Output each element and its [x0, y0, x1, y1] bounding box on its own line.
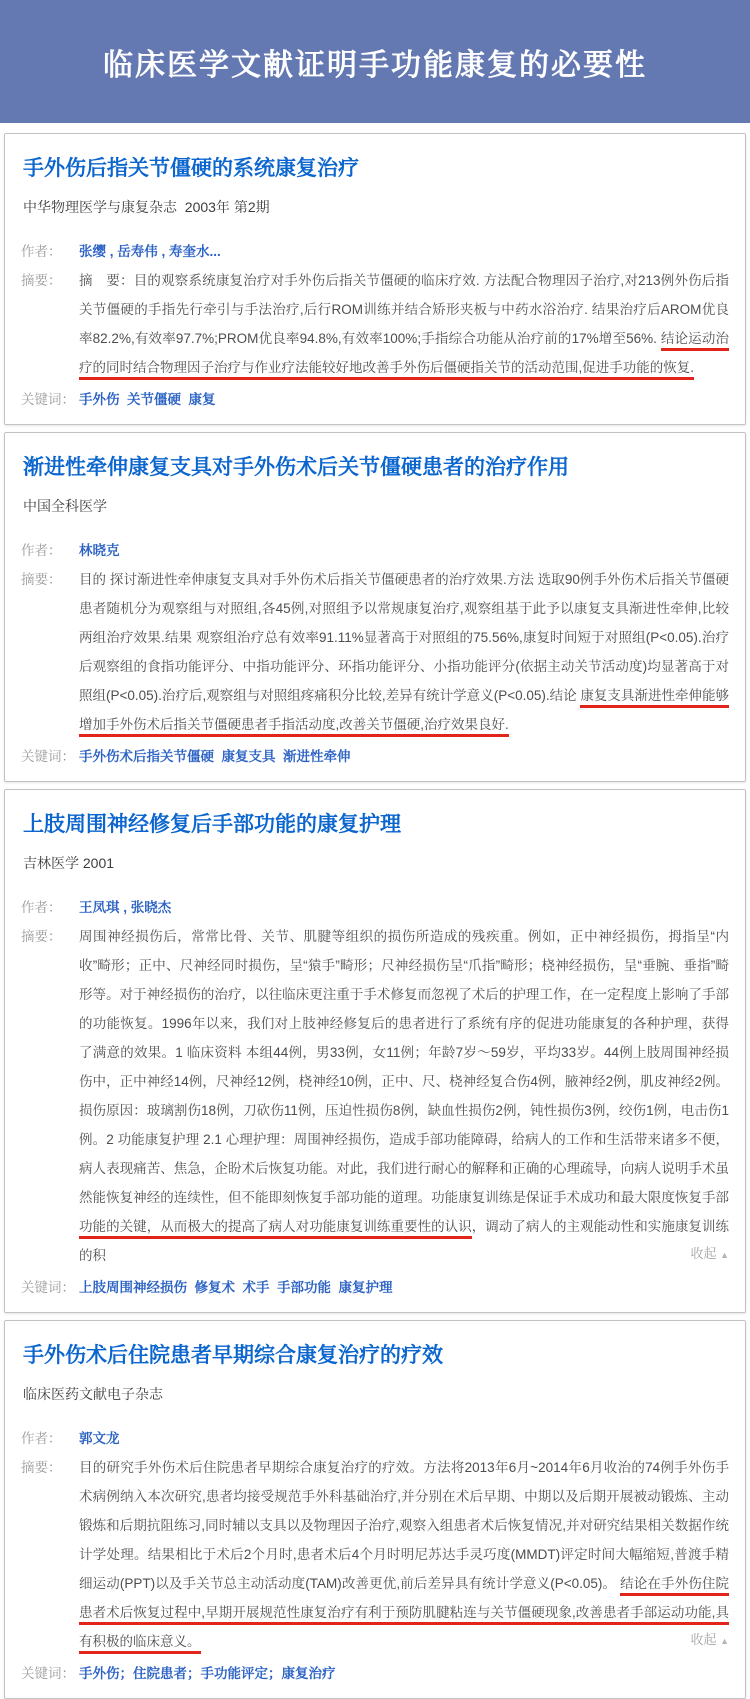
underlined-conclusion: 结论运动治疗的同时结合物理因子治疗与作业疗法能较好地改善手外伤后僵硬指关节的活动范围,促进手功能的恢复. [79, 331, 729, 380]
keywords-row [21, 742, 729, 771]
keyword-links[interactable]: 手外伤 关节僵硬 康复 [79, 392, 216, 407]
abstract-segment: 周围神经损伤后，常常比骨、关节、肌腱等组织的损伤所造成的残疾重。例如，正中神经损伤，拇指呈“内收”畸形；正中、尺神经同时损伤，呈“猿手”畸形；尺神经损伤呈“爪指”畸形；桡神经损伤，呈“垂腕、垂指”畸形等。对于神经损伤的治疗，以往临床更注重于手术修复而忽视了术后的护理工作，在一定程度上影响了手部的功能恢复。1996年以来，我们对上肢神经修复后的患者进行了系统有序的促进功能康复的各种护理，获得了满意的效果。1 临床资料 本组44例，男33例，女11例；年龄7岁～59岁，平均33岁。44例上肢周围神经损伤中，正中神经14例，尺神经12例，桡神经10例，正中、尺、桡神经复合伤4例，腋神经2例，肌皮神经2例。损伤原因：玻璃割伤18例，刀砍伤11例，压迫性损伤8例，缺血性损伤2例，钝性损伤3例，绞伤1例，电击伤1例。2 功能康复护理 2.1 心理护理：周围神经损伤，造成手部功能障碍，给病人的工作和生活带来诸多不便，病人表现痛苦、焦急，企盼术后恢复功能。对此，我们进行耐心的解释和正确的心理疏导，向病人说明手术虽然能恢复神经的连续性，但不能即刻恢复手部功能的道理。功能康复训练是保证手术成功和最大限度恢复手部 [79, 929, 729, 1205]
abstract-text [79, 266, 729, 382]
author-label: 作者： [21, 1431, 62, 1446]
author-names[interactable]: 张缨 , 岳寿伟 , 寿奎水... [79, 244, 221, 259]
article-title[interactable]: 上肢周围神经修复后手部功能的康复护理 [23, 813, 401, 836]
author-row [21, 536, 729, 565]
abstract-label: 摘要： [21, 1460, 62, 1475]
article-card-2 [4, 432, 746, 782]
collapse-arrow-icon: ▲ [720, 1636, 729, 1646]
abstract-segment: 目的 探讨渐进性牵伸康复支具对手外伤术后指关节僵硬患者的治疗效果.方法 选取90例手外伤术后指关节僵硬患者随机分为观察组与对照组,各45例,对照组予以常规康复治疗,观察组基于此予以康复支具渐进性牵伸,比较两组治疗效果.结果 观察组治疗总有效率91.11%显著高于对照组的75.56%,康复时间短于对照组(P<0.05).治疗后观察组的食指功能评分、中指功能评分、环指功能评分、小指功能评分(依据主动关节活动度)均显著高于对照组(P<0.05).治疗后,观察组与对照组疼痛积分比较,差异有统计学意义(P<0.05).结论 [79, 572, 729, 703]
article-card-3 [4, 789, 746, 1313]
abstract-segment: ，调动了病人的主观能动性和实施康复训练的积 [79, 1219, 730, 1263]
collapse-label: 收起 [690, 1246, 717, 1261]
abstract-text [79, 565, 729, 739]
article-list [0, 123, 750, 1699]
abstract-row [21, 266, 729, 382]
abstract-text [79, 1453, 729, 1656]
collapse-label: 收起 [690, 1632, 717, 1647]
keywords-label: 关键词： [21, 1280, 75, 1295]
author-label: 作者： [21, 900, 62, 915]
keywords-row [21, 1273, 729, 1302]
abstract-segment: 摘 要：目的观察系统康复治疗对手外伤后指关节僵硬的临床疗效. 方法配合物理因子治疗,对213例外伤后指关节僵硬的手指先行牵引与手法治疗,后行ROM训练并结合矫形夹板与中药水浴治疗. 结果治疗后AROM优良率82.2%,有效率97.7%;PROM优良率94.8%,有效率100%;手指综合功能从治疗前的17%增至56%. [79, 273, 729, 346]
keyword-links[interactable]: 手外伤术后指关节僵硬 康复支具 渐进性牵伸 [79, 749, 351, 764]
author-row [21, 237, 729, 266]
abstract-label: 摘要： [21, 572, 62, 587]
article-title[interactable]: 手外伤后指关节僵硬的系统康复治疗 [23, 157, 359, 180]
abstract-label: 摘要： [21, 929, 62, 944]
page-title: 临床医学文献证明手功能康复的必要性 [103, 48, 647, 82]
abstract-row [21, 922, 729, 1270]
author-row [21, 893, 729, 922]
author-names[interactable]: 林晓克 [79, 543, 120, 558]
keywords-row [21, 1659, 729, 1688]
abstract-row [21, 1453, 729, 1656]
author-names[interactable]: 王凤琪 , 张晓杰 [79, 900, 172, 915]
keyword-links[interactable]: 手外伤；住院患者；手功能评定；康复治疗 [79, 1666, 336, 1681]
underlined-conclusion: 功能的关键，从而极大的提高了病人对功能康复训练重要性的认识 [79, 1219, 472, 1239]
author-label: 作者： [21, 543, 62, 558]
article-card-4 [4, 1320, 746, 1699]
underlined-conclusion: 康复支具渐进性牵伸能够增加手外伤术后指关节僵硬患者手指活动度,改善关节僵硬,治疗效果良好. [79, 688, 729, 737]
keywords-label: 关键词： [21, 392, 75, 407]
abstract-text [79, 922, 729, 1270]
collapse-arrow-icon: ▲ [720, 1250, 729, 1260]
collapse-link[interactable] [678, 1239, 729, 1270]
author-row [21, 1424, 729, 1453]
article-card-1 [4, 133, 746, 425]
journal-line: 中国全科医学 [23, 498, 107, 514]
journal-line: 吉林医学 2001 [23, 855, 115, 871]
author-names[interactable]: 郭文龙 [79, 1431, 120, 1446]
keywords-label: 关键词： [21, 749, 75, 764]
journal-line: 中华物理医学与康复杂志 2003年 第2期 [23, 199, 270, 215]
author-label: 作者： [21, 244, 62, 259]
abstract-label: 摘要： [21, 273, 62, 288]
abstract-row [21, 565, 729, 739]
header-banner [0, 0, 750, 123]
journal-line: 临床医药文献电子杂志 [23, 1386, 163, 1402]
article-title[interactable]: 渐进性牵伸康复支具对手外伤术后关节僵硬患者的治疗作用 [23, 456, 569, 479]
article-title[interactable]: 手外伤术后住院患者早期综合康复治疗的疗效 [23, 1344, 443, 1367]
abstract-segment: 目的研究手外伤术后住院患者早期综合康复治疗的疗效。方法将2013年6月~2014年6月收治的74例手外伤手术病例纳入本次研究,患者均接受规范手外科基础治疗,并分别在术后早期、中期以及后期开展被动锻炼、主动锻炼和后期抗阻练习,同时辅以支具以及物理因子治疗,观察入组患者术后恢复情况,并对研究结果相关数据作统计学处理。结果相比于术后2个月时,患者术后4个月时明尼苏达手灵巧度(MMDT)评定时间大幅缩短,普渡手精细运动(PPT)以及手关节总主动活动度(TAM)改善更优,前后差异具有统计学意义(P<0.05)。 [79, 1460, 729, 1591]
keywords-row [21, 385, 729, 414]
keyword-links[interactable]: 上肢周围神经损伤 修复术 术手 手部功能 康复护理 [79, 1280, 393, 1295]
collapse-link[interactable] [678, 1625, 729, 1656]
keywords-label: 关键词： [21, 1666, 75, 1681]
underlined-conclusion: 结论在手外伤住院患者术后恢复过程中,早期开展规范性康复治疗有利于预防肌腱粘连与关节僵硬现象,改善患者手部运动功能,具有积极的临床意义。 [79, 1576, 729, 1654]
